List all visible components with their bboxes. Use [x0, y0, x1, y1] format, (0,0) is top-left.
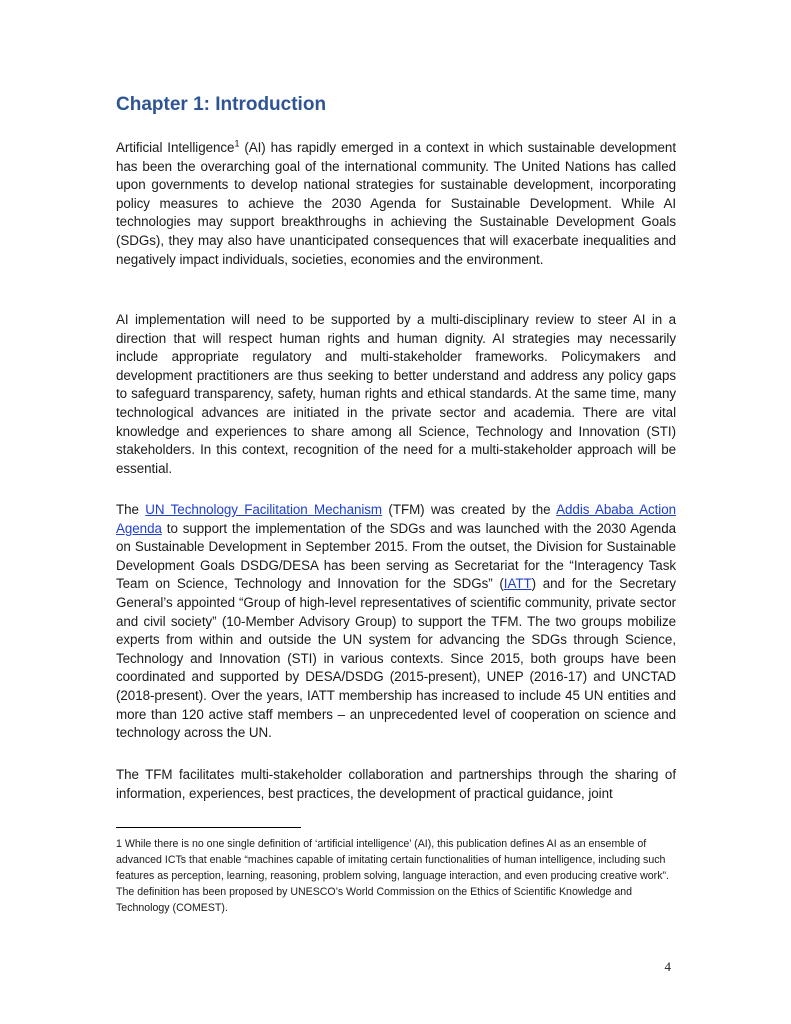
- footnote-divider: [116, 827, 301, 828]
- link-iatt[interactable]: IATT: [503, 576, 532, 592]
- chapter-title: Chapter 1: Introduction: [116, 94, 327, 115]
- paragraph-tfm-facilitates: The TFM facilitates multi-stakeholder collaboration and partnerships through the sharing of information, experiences, best practices, the development of practical guidance, joint: [116, 767, 676, 801]
- paragraph-ai-implementation: AI implementation will need to be supported by a multi-disciplinary review to steer AI in a direction that will respect human rights and human dignity. AI strategies may necessarily include appropriate regulatory and multi-stakeholder frameworks. Policymakers and development practitioners are thus seeking to better understand and address any policy gaps to safeguard transparency, safety, human rights and ethical standards. At the same time, many technological advances are initiated in the private sector and academia. There are vital knowledge and experiences to share among all Science, Technology and Innovation (STI) stakeholders. In this context, recognition of the need for a multi-stakeholder approach will be essential.: [116, 312, 676, 476]
- paragraph-tfm-part4: ) and for the Secretary General’s appointed “Group of high-level representatives of scientific community, private sector and civil society” (10-Member Advisory Group) to support the TFM. The two groups mobilize experts from within and outside the UN system for advancing the SDGs through Science, Technology and Innovation (STI) in various contexts. Since 2015, both groups have been coordinated and supported by DESA/DSDG (2015-present), UNEP (2016-17) and UNCTAD (2018-present). Over the years, IATT membership has increased to include 45 UN entities and more than 120 active staff members – an unprecedented level of cooperation on science and technology across the UN.: [116, 576, 677, 741]
- footnote-text: 1 While there is no one single definition of ‘artificial intelligence’ (AI), this publication defines AI as an ensemble of advanced ICTs that enable “machines capable of imitating certain functionalities of human intelligence, including such features as perception, learning, reasoning, problem solving, language interaction, and even producing creative work”. The definition has been proposed by UNESCO’s World Commission on the Ethics of Scientific Knowledge and Technology (COMEST).: [116, 838, 669, 914]
- paragraph-intro-lead: Artificial Intelligence: [116, 140, 235, 155]
- page-number: 4: [664, 959, 671, 974]
- paragraph-tfm: [116, 501, 676, 743]
- paragraph-intro-rest: (AI) has rapidly emerged in a context in which sustainable development has been the overarching goal of the international community. The United Nations has called upon governments to develop national strategies for sustainable development, incorporating policy measures to achieve the 2030 Agenda for Sustainable Development. While AI technologies may support breakthroughs in achieving the Sustainable Development Goals (SDGs), they may also have unanticipated consequences that will exacerbate inequalities and negatively impact individuals, societies, economies and the environment.: [116, 140, 676, 267]
- paragraph-tfm-part2: (TFM) was created by the: [382, 502, 557, 517]
- link-un-technology-facilitation-mechanism[interactable]: UN Technology Facilitation Mechanism: [145, 502, 383, 517]
- paragraph-tfm-part1: The: [116, 502, 146, 517]
- paragraph-tfm-part3: to support the implementation of the SDGs and was launched with the 2030 Agenda on Sustainable Development in September 2015. From the outset, the Division for Sustainable Development Goals DSDG/DESA has been serving as Secretariat for the “Interagency Task Team on Science, Technology and Innovation for the SDGs” (: [116, 520, 676, 592]
- link-addis-ababa-action-agenda[interactable]: Addis Ababa Action Agenda: [116, 502, 677, 536]
- footnote-reference[interactable]: 1: [234, 138, 240, 149]
- paragraph-intro: [116, 139, 676, 269]
